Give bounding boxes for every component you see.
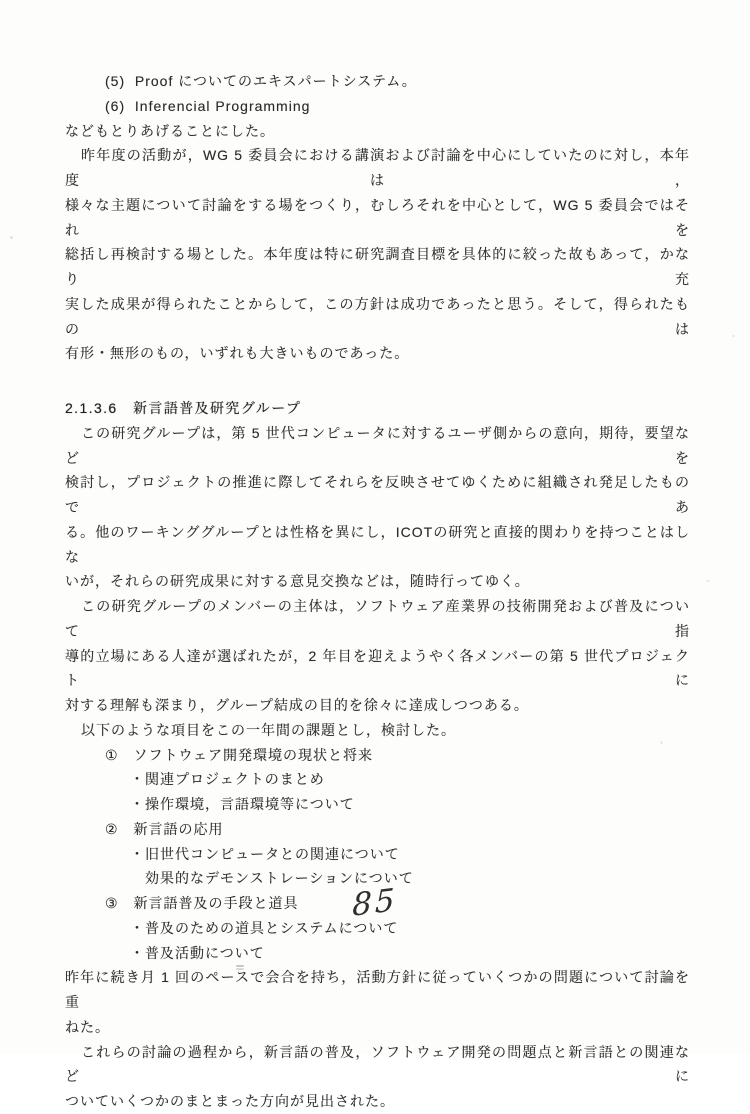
text-line: いが，それらの研究成果に対する意見交換などは，随時行ってゆく。 (65, 573, 530, 590)
text-line: 効果的なデモンストレーションについて (145, 870, 414, 887)
text-line: 有形・無形のもの，いずれも大きいものであった。 (65, 345, 410, 362)
text-line: ・普及のための道具とシステムについて (130, 919, 399, 936)
text-line: ・普及活動について (130, 944, 265, 961)
text-line: ① ソフトウェア開発環境の現状と将来 (105, 746, 373, 763)
text-line: これらの討論の過程から，新言語の普及，ソフトウェア開発の問題点と新言語との関連などに (65, 1043, 690, 1085)
text-line: (6) Inferencial Programming (105, 97, 311, 114)
text-line: (5) Proof についてのエキスパートシステム。 (105, 73, 417, 89)
text-line: 以下のような項目をこの一年間の課題とし，検討した。 (81, 721, 456, 738)
text-line: る。他のワーキンググループとは性格を異にし，ICOTの研究と直接的関わりを持つことはしな (65, 523, 690, 565)
text-line: ・操作環境，言語環境等について (130, 796, 355, 812)
scan-speck (10, 236, 13, 239)
text-line: ・関連プロジェクトのまとめ (130, 771, 325, 788)
text-line: などもとりあげることにした。 (65, 122, 275, 139)
scan-speck (660, 741, 663, 744)
text-line: 2.1.3.6 新言語普及研究グループ (65, 400, 302, 416)
text-line: 昨年に続き月 1 回のペースで会合を持ち，活動方針に従っていくつかの問題について討論を重 (65, 969, 690, 1010)
text-line: ついていくつかのまとまった方向が見出された。 (65, 1093, 395, 1109)
text-line: 様々な主題について討論をする場をつくり，むしろそれを中心として，WG 5 委員会ではそれを (65, 196, 690, 238)
text-line: 実した成果が得られたことからして，この方針は成功であったと思う。そして，得られたものは (65, 295, 690, 337)
text-line: 昨年度の活動が，WG 5 委員会における講演および討論を中心にしていたのに対し，本年度は， (65, 147, 690, 188)
text-line: ・旧世代コンピュータとの関連について (130, 845, 400, 862)
text-line: 検討し，プロジェクトの推進に際してそれらを反映させてゆくために組織され発足したものであ (65, 474, 690, 515)
handwritten-page-number: 85 (352, 881, 398, 924)
text-line: ねた。 (65, 1018, 110, 1035)
text-line: 導的立場にある人達が選ばれたが，2 年目を迎えようやく各メンバーの第 5 世代プロジェクトに (65, 647, 690, 689)
scan-speck (732, 335, 735, 337)
scan-speck (236, 965, 244, 967)
text-line: 総括し再検討する場とした。本年度は特に研究調査目標を具体的に絞った故もあって，かなり充 (65, 246, 690, 287)
text-line: 対する理解も深まり，グループ結成の目的を徐々に達成しつつある。 (65, 697, 529, 713)
document-text (65, 69, 690, 1114)
text-line: この研究グループは，第 5 世代コンピュータに対するユーザ側からの意向，期待，要望などを (65, 424, 690, 466)
text-line: ② 新言語の応用 (105, 820, 224, 837)
scan-speck (706, 580, 710, 582)
text-line: ③ 新言語普及の手段と道具 (105, 895, 299, 911)
text-line: この研究グループのメンバーの主体は，ソフトウェア産業界の技術開発および普及について指 (65, 598, 690, 639)
